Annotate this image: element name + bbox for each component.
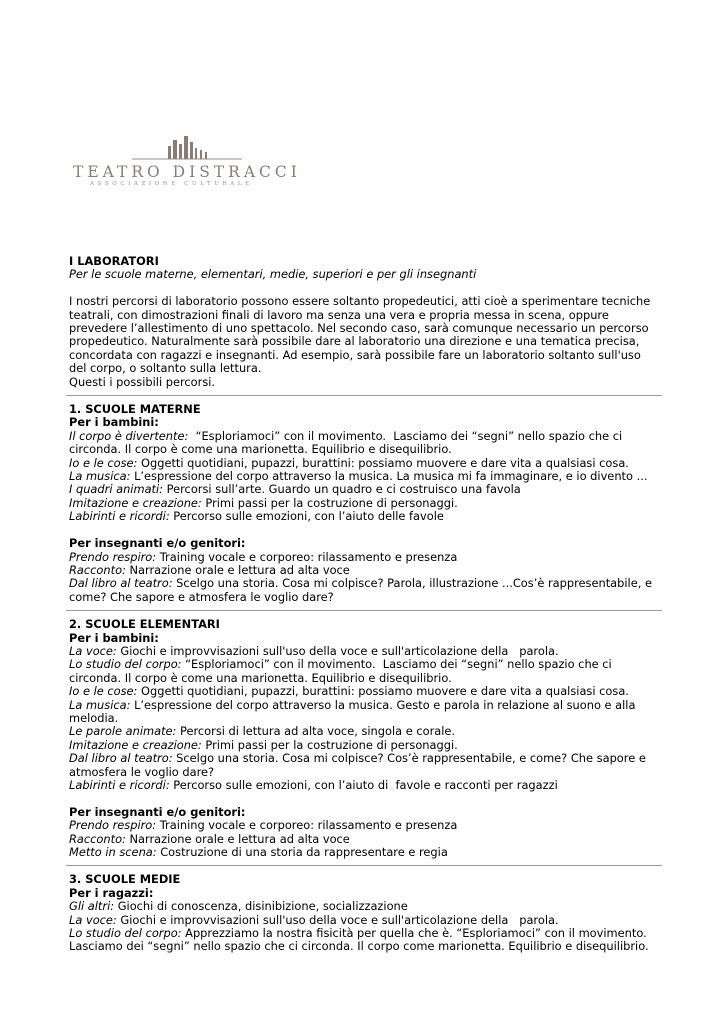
- list-item: [69, 739, 659, 752]
- item-label: Racconto:: [69, 831, 126, 846]
- item-label: Imitazione e creazione:: [69, 737, 202, 752]
- item-label: Le parole animate:: [69, 724, 177, 739]
- list-item: [69, 779, 659, 792]
- list-item: [69, 846, 659, 859]
- item-text: Percorso sulle emozioni, con l’aiuto delle favole: [169, 509, 444, 524]
- list-item: [69, 752, 659, 779]
- item-label: Lo studio del corpo:: [69, 657, 182, 672]
- list-item: [69, 564, 659, 577]
- item-text: “Esploriamoci” con il movimento. Lasciamo dei “segni” nello spazio che ci circonda. Il corpo è come una marionetta. Equilibrio e disequilibrio.: [69, 428, 626, 457]
- item-label: Lo studio del corpo:: [69, 926, 182, 941]
- section-divider: [66, 395, 662, 396]
- item-label: Gli altri:: [69, 899, 115, 914]
- item-label: Prendo respiro:: [69, 818, 157, 833]
- list-item: [69, 658, 659, 685]
- section-divider: [66, 865, 662, 866]
- item-text: Percorsi di lettura ad alta voce, singola e corale.: [176, 724, 456, 739]
- item-label: Prendo respiro:: [69, 549, 157, 564]
- group-heading: Per insegnanti e/o genitori:: [69, 536, 246, 551]
- section-title: 1. SCUOLE MATERNE: [69, 402, 201, 417]
- intro-paragraph: I nostri percorsi di laboratorio possono essere soltanto propedeutici, atti cioè a sperimentare tecniche teatrali, con dimostrazioni finali di lavoro ma senza una vera e propria messa in scena, oppure prevedere l’allestimento di uno spettacolo. Nel secondo caso, sarà comunque necessario un percorso propedeutico. Naturalmente sarà possibile dare al laboratorio una direzione e una tematica precisa, concordata con ragazzi e insegnanti. Ad esempio, sarà possibile fare un laboratorio soltanto sull'uso del corpo, o soltanto sulla lettura.: [69, 294, 651, 376]
- item-text: Costruzione di una storia da rappresentare e regia: [156, 845, 448, 860]
- item-text: Oggetti quotidiani, pupazzi, burattini: possiamo muovere e dare vita a qualsiasi cosa.: [137, 455, 629, 470]
- item-text: Scelgo una storia. Cosa mi colpisce? Parola, illustrazione ...Cos’è rappresentabile, e come? Che sapore e atmosfera le voglio dare?: [69, 576, 656, 604]
- section-title: 3. SCUOLE MEDIE: [69, 872, 181, 887]
- page-title: I LABORATORI: [69, 254, 159, 268]
- list-item: [69, 577, 659, 604]
- item-text: Percorso sulle emozioni, con l’aiuto di favole e racconti per ragazzi: [169, 778, 558, 792]
- item-label: Dal libro al teatro:: [69, 751, 173, 766]
- sections-container: [69, 395, 659, 954]
- list-item: [69, 497, 659, 510]
- item-label: La musica:: [69, 697, 131, 712]
- item-label: La musica:: [69, 469, 131, 484]
- item-label: Io e le cose:: [69, 684, 138, 699]
- item-text: Oggetti quotidiani, pupazzi, burattini: possiamo muovere e dare vita a qualsiasi cosa.: [137, 684, 629, 699]
- item-text: L’espressione del corpo attraverso la musica. La musica mi fa immaginare, e io divento ...: [130, 469, 648, 484]
- item-label: Il corpo è divertente:: [69, 428, 189, 443]
- section-divider: [66, 610, 662, 611]
- list-item: [69, 914, 659, 927]
- section-title: 2. SCUOLE ELEMENTARI: [69, 617, 220, 632]
- list-item: [69, 725, 659, 738]
- intro-closing: Questi i possibili percorsi.: [69, 374, 216, 389]
- castle-skyline-icon: [70, 133, 295, 163]
- document-body: [69, 255, 659, 954]
- item-label: Dal libro al teatro:: [69, 576, 173, 591]
- list-item: [69, 551, 659, 564]
- item-label: Metto in scena:: [69, 845, 157, 860]
- item-text: Training vocale e corporeo: rilassamento e presenza: [156, 549, 458, 564]
- group-heading: Per i bambini:: [69, 630, 159, 645]
- list-item: [69, 645, 659, 658]
- item-text: Apprezziamo la nostra fisicità per quella che è. “Esploriamoci” con il movimento. Lasciamo dei “segni” nello spazio che ci circonda. Il corpo come marionetta. Equilibrio e disequilibrio.: [69, 926, 651, 954]
- logo-tagline: ASSOCIAZIONE CULTURALE: [90, 181, 253, 187]
- item-text: L’espressione del corpo attraverso la musica. Gesto e parola in relazione al suono e alla melodia.: [69, 697, 640, 725]
- item-text: Narrazione orale e lettura ad alta voce: [125, 831, 350, 846]
- item-text: Percorsi sull’arte. Guardo un quadro e ci costruisco una favola: [163, 482, 521, 497]
- logo-title: TEATRO DISTRACCI: [73, 163, 301, 181]
- group-heading: Per i ragazzi:: [69, 885, 154, 900]
- list-item: [69, 699, 659, 726]
- item-label: Imitazione e creazione:: [69, 495, 202, 510]
- list-item: [69, 470, 659, 483]
- item-text: “Esploriamoci” con il movimento. Lasciamo dei “segni” nello spazio che ci circonda. Il corpo è come una marionetta. Equilibrio e disequilibrio.: [69, 657, 616, 685]
- item-text: Giochi di conoscenza, disinibizione, socializzazione: [114, 899, 408, 914]
- list-item: [69, 430, 659, 457]
- page-subtitle: Per le scuole materne, elementari, medie, superiori e per gli insegnanti: [69, 267, 477, 282]
- item-label: La voce:: [69, 643, 117, 658]
- list-item: [69, 833, 659, 846]
- list-item: [69, 927, 659, 954]
- item-label: Racconto:: [69, 562, 126, 577]
- item-text: Primi passi per la costruzione di personaggi.: [201, 495, 458, 510]
- item-label: Labirinti e ricordi:: [69, 778, 170, 792]
- list-item: [69, 819, 659, 832]
- group-heading: Per insegnanti e/o genitori:: [69, 804, 246, 819]
- list-item: [69, 510, 659, 523]
- item-text: Narrazione orale e lettura ad alta voce: [125, 562, 350, 577]
- item-text: Giochi e improvvisazioni sull'uso della voce e sull'articolazione della parola.: [116, 643, 559, 658]
- item-label: I quadri animati:: [69, 482, 164, 497]
- list-item: [69, 685, 659, 698]
- item-label: La voce:: [69, 912, 117, 927]
- item-text: Scelgo una storia. Cosa mi colpisce? Cos’è rappresentabile, e come? Che sapore e atmosfera le voglio dare?: [69, 751, 650, 779]
- logo: [70, 133, 301, 193]
- item-text: Giochi e improvvisazioni sull'uso della voce e sull'articolazione della parola.: [116, 912, 559, 927]
- group-heading: Per i bambini:: [69, 415, 159, 430]
- item-text: Primi passi per la costruzione di personaggi.: [201, 737, 458, 752]
- list-item: [69, 900, 659, 913]
- list-item: [69, 483, 659, 496]
- list-item: [69, 457, 659, 470]
- item-label: Io e le cose:: [69, 455, 138, 470]
- item-label: Labirinti e ricordi:: [69, 509, 170, 524]
- item-text: Training vocale e corporeo: rilassamento e presenza: [156, 818, 458, 833]
